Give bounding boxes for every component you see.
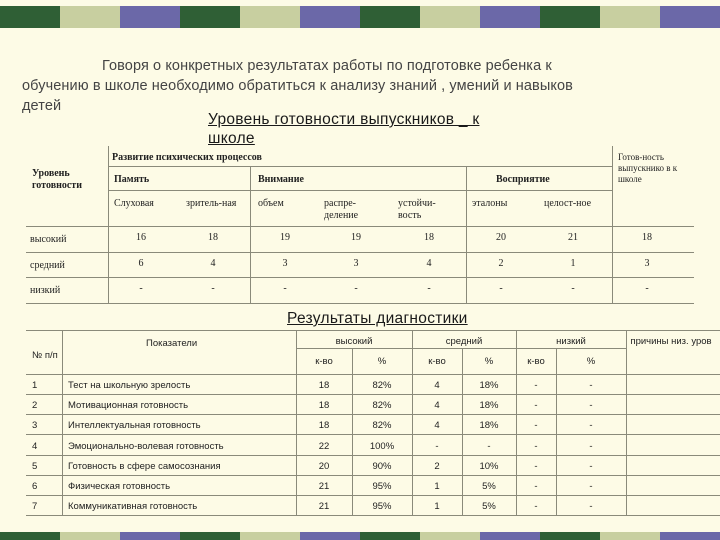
low-count: - bbox=[534, 441, 538, 452]
table-cell: 4 bbox=[426, 258, 432, 269]
indicator-name: Готовность в сфере самосознания bbox=[68, 461, 221, 472]
low-count: - bbox=[534, 481, 538, 492]
low-percent: - bbox=[589, 501, 593, 512]
indicator-name: Тест на школьную зрелость bbox=[68, 380, 191, 391]
row-number: 1 bbox=[32, 380, 38, 391]
col-visual: зритель-ная bbox=[186, 198, 237, 209]
attention-header: Внимание bbox=[258, 174, 304, 185]
table-cell: - bbox=[283, 283, 287, 294]
medium-count: 1 bbox=[434, 481, 440, 492]
row-number: 2 bbox=[32, 400, 38, 411]
perception-header: Восприятие bbox=[496, 174, 550, 185]
row-number: 5 bbox=[32, 461, 38, 472]
readiness-heading-line-1: Уровень готовности выпускников _ к bbox=[208, 111, 480, 128]
indicator-name: Коммуникативная готовность bbox=[68, 501, 198, 512]
bar-segment bbox=[120, 6, 180, 28]
table-cell: - bbox=[645, 283, 649, 294]
bar-segment bbox=[540, 532, 600, 540]
bar-segment bbox=[600, 532, 660, 540]
readiness-table bbox=[26, 146, 694, 304]
header-medium: средний bbox=[445, 336, 483, 347]
bar-segment bbox=[600, 6, 660, 28]
bar-segment bbox=[180, 6, 240, 28]
header-high-percent: % bbox=[377, 356, 387, 367]
diagnostics-heading: Результаты диагностики bbox=[287, 310, 468, 327]
high-count: 21 bbox=[318, 501, 330, 512]
memory-header: Память bbox=[114, 174, 150, 185]
table-cell: - bbox=[211, 283, 215, 294]
intro-paragraph bbox=[22, 56, 712, 116]
bar-segment bbox=[420, 532, 480, 540]
header-indicators: Показатели bbox=[146, 338, 198, 349]
header-low-count: к-во bbox=[527, 356, 545, 367]
table-cell: 18 bbox=[208, 232, 218, 243]
high-count: 18 bbox=[318, 380, 330, 391]
header-reasons: причины низ. уров bbox=[630, 336, 712, 347]
table-cell: 21 bbox=[568, 232, 578, 243]
table-cell: 18 bbox=[642, 232, 652, 243]
medium-percent: 10% bbox=[479, 461, 499, 472]
indicator-name: Физическая готовность bbox=[68, 481, 171, 492]
intro-line-3: детей bbox=[22, 98, 62, 114]
header-row-number: № п/п bbox=[32, 350, 58, 361]
medium-count: 1 bbox=[434, 501, 440, 512]
low-percent: - bbox=[589, 461, 593, 472]
row-label-high: высокий bbox=[30, 234, 67, 245]
low-percent: - bbox=[589, 481, 593, 492]
indicator-name: Интеллектуальная готовность bbox=[68, 420, 201, 431]
bar-segment bbox=[0, 532, 60, 540]
medium-count: 4 bbox=[434, 400, 440, 411]
table-cell: - bbox=[139, 283, 143, 294]
col-distribution: распре-деление bbox=[324, 198, 359, 221]
bar-segment bbox=[360, 532, 420, 540]
header-high: высокий bbox=[335, 336, 373, 347]
bar-segment bbox=[480, 532, 540, 540]
bar-segment bbox=[300, 6, 360, 28]
table-cell: 6 bbox=[138, 258, 144, 269]
high-percent: 95% bbox=[372, 481, 392, 492]
low-count: - bbox=[534, 501, 538, 512]
low-percent: - bbox=[589, 400, 593, 411]
bar-segment bbox=[540, 6, 600, 28]
table-cell: 3 bbox=[353, 258, 359, 269]
indicator-name: Эмоционально-волевая готовность bbox=[68, 441, 224, 452]
high-count: 20 bbox=[318, 461, 330, 472]
bar-segment bbox=[660, 532, 720, 540]
row-number: 6 bbox=[32, 481, 38, 492]
top-decorative-bar bbox=[0, 6, 720, 28]
bar-segment bbox=[180, 532, 240, 540]
row-number: 3 bbox=[32, 420, 38, 431]
table-cell: 3 bbox=[282, 258, 288, 269]
bar-segment bbox=[660, 6, 720, 28]
medium-percent: 5% bbox=[482, 481, 496, 492]
header-medium-percent: % bbox=[484, 356, 494, 367]
readiness-heading bbox=[208, 110, 588, 148]
row-label-low: низкий bbox=[30, 285, 61, 296]
row-header-readiness-level: Уровень готовности bbox=[32, 168, 82, 191]
low-percent: - bbox=[589, 380, 593, 391]
graduate-readiness-header: Готов-ность выпускнико в к школе bbox=[618, 152, 678, 184]
high-count: 22 bbox=[318, 441, 330, 452]
medium-count: 2 bbox=[434, 461, 440, 472]
medium-percent: 18% bbox=[479, 420, 499, 431]
intro-line-2: обучению в школе необходимо обратиться к анализу знаний , умений и навыков bbox=[22, 78, 573, 94]
diagnostics-table bbox=[26, 330, 720, 526]
table-cell: 3 bbox=[644, 258, 650, 269]
medium-count: 4 bbox=[434, 380, 440, 391]
intro-line-1: Говоря о конкретных результатах работы по подготовке ребенка к bbox=[102, 58, 552, 74]
col-standards: эталоны bbox=[472, 198, 508, 209]
bottom-decorative-bar bbox=[0, 532, 720, 540]
high-percent: 95% bbox=[372, 501, 392, 512]
high-percent: 100% bbox=[369, 441, 395, 452]
medium-percent: 18% bbox=[479, 380, 499, 391]
table-cell: - bbox=[427, 283, 431, 294]
high-count: 18 bbox=[318, 400, 330, 411]
bar-segment bbox=[240, 532, 300, 540]
high-percent: 82% bbox=[372, 400, 392, 411]
table-cell: 19 bbox=[351, 232, 361, 243]
col-auditory: Слуховая bbox=[114, 198, 154, 209]
bar-segment bbox=[60, 532, 120, 540]
low-count: - bbox=[534, 380, 538, 391]
low-percent: - bbox=[589, 441, 593, 452]
bar-segment bbox=[300, 532, 360, 540]
low-count: - bbox=[534, 420, 538, 431]
medium-percent: 5% bbox=[482, 501, 496, 512]
bar-segment bbox=[120, 532, 180, 540]
bar-segment bbox=[360, 6, 420, 28]
bar-segment bbox=[60, 6, 120, 28]
bar-segment bbox=[420, 6, 480, 28]
table-cell: 16 bbox=[136, 232, 146, 243]
row-number: 7 bbox=[32, 501, 38, 512]
indicator-name: Мотивационная готовность bbox=[68, 400, 189, 411]
table-cell: - bbox=[354, 283, 358, 294]
low-count: - bbox=[534, 400, 538, 411]
low-percent: - bbox=[589, 420, 593, 431]
row-label-medium: средний bbox=[30, 260, 65, 271]
table-cell: 1 bbox=[570, 258, 576, 269]
header-low-percent: % bbox=[586, 356, 596, 367]
medium-percent: 18% bbox=[479, 400, 499, 411]
high-percent: 82% bbox=[372, 420, 392, 431]
header-medium-count: к-во bbox=[428, 356, 446, 367]
medium-percent: - bbox=[487, 441, 491, 452]
high-count: 18 bbox=[318, 420, 330, 431]
header-low: низкий bbox=[556, 336, 586, 347]
row-number: 4 bbox=[32, 441, 38, 452]
table-cell: 18 bbox=[424, 232, 434, 243]
readiness-heading-line-2: школе bbox=[208, 130, 255, 147]
col-stability: устойчи-вость bbox=[398, 198, 436, 221]
high-percent: 82% bbox=[372, 380, 392, 391]
header-high-count: к-во bbox=[315, 356, 333, 367]
col-holistic: целост-ное bbox=[544, 198, 592, 209]
bar-segment bbox=[0, 6, 60, 28]
high-percent: 90% bbox=[372, 461, 392, 472]
high-count: 21 bbox=[318, 481, 330, 492]
table-cell: - bbox=[499, 283, 503, 294]
bar-segment bbox=[240, 6, 300, 28]
bar-segment bbox=[480, 6, 540, 28]
table-cell: - bbox=[571, 283, 575, 294]
low-count: - bbox=[534, 461, 538, 472]
table-cell: 20 bbox=[496, 232, 506, 243]
group-header-processes: Развитие психических процессов bbox=[112, 152, 262, 163]
table-cell: 2 bbox=[498, 258, 504, 269]
table-cell: 19 bbox=[280, 232, 290, 243]
table-cell: 4 bbox=[210, 258, 216, 269]
col-volume: объем bbox=[258, 198, 284, 209]
medium-count: - bbox=[435, 441, 439, 452]
medium-count: 4 bbox=[434, 420, 440, 431]
